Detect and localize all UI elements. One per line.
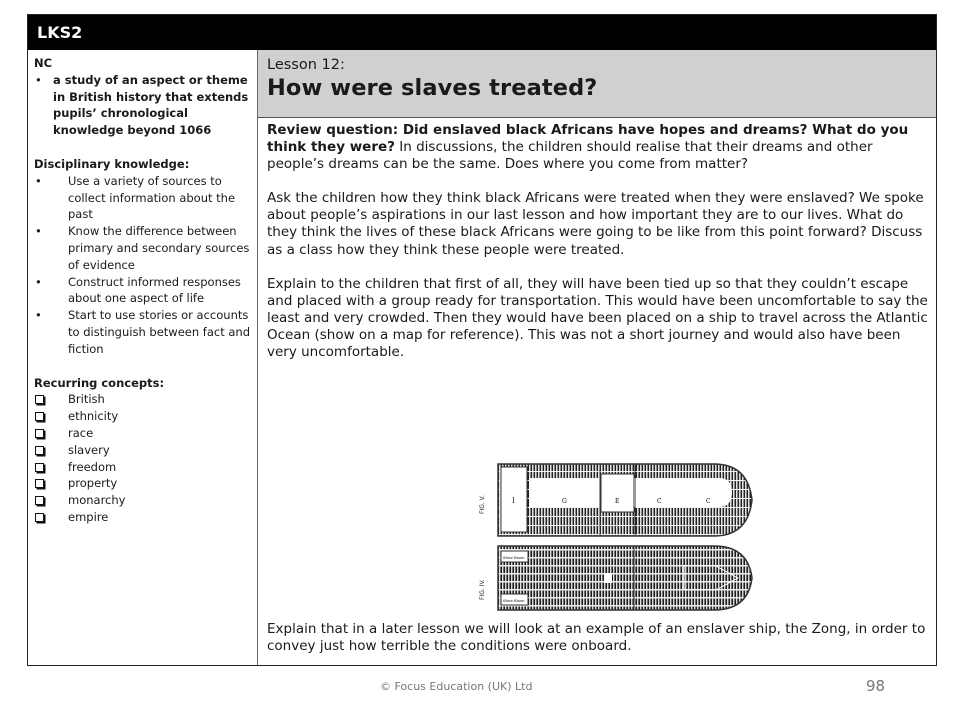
store-room-label: Store Room xyxy=(503,599,525,603)
page-number: 98 xyxy=(866,677,886,695)
page-footer xyxy=(0,677,960,696)
concept-item xyxy=(34,391,251,408)
disciplinary-item: • Start to use stories or accounts to distinguish between fact and fiction xyxy=(34,307,251,357)
concept-label: empire xyxy=(68,509,109,524)
concept-label: British xyxy=(68,392,105,407)
lesson-body xyxy=(258,118,936,361)
label-e: E xyxy=(615,498,620,505)
nc-list xyxy=(34,72,251,139)
label-c2: C xyxy=(706,498,711,505)
paragraph-zong: Explain that in a later lesson we will look at an example of an enslaver ship, the Zong, in order to convey just how terrible the conditions were onboard. xyxy=(267,621,926,655)
concepts-heading: Recurring concepts: xyxy=(34,375,165,390)
paragraph-transport: Explain to the children that first of all, they will have been tied up so that they couldn’t escape and placed with a group ready for transportation. This would have been uncomfortable to say the least and very crowded. Then they would have been placed on a ship to travel across the Atlantic Ocean (show on a map for reference). This was not a short journey and would also have been very uncomfortable. xyxy=(267,275,928,361)
disciplinary-item: • Construct informed responses about one aspect of life xyxy=(34,274,251,308)
concept-item xyxy=(34,492,251,509)
lesson-header xyxy=(258,50,936,118)
review-question: Review question: Did enslaved black Africans have hopes and dreams? What do you think they were? xyxy=(267,122,909,156)
paragraph-treatment: Ask the children how they think black Africans were treated when they were enslaved? We spoke about people’s aspirations in our last lesson and how important they are to our lives. What do they think the lives of these black Africans were going to be like from this point forward? Discuss as a class how they think these people were treated. xyxy=(267,190,924,258)
checkbox-icon xyxy=(35,479,44,488)
ship-top-deck xyxy=(498,464,752,536)
disciplinary-item: • Use a variety of sources to collect information about the past xyxy=(34,173,251,223)
concept-label: slavery xyxy=(68,442,110,457)
checkbox-icon xyxy=(35,446,44,455)
lesson-column xyxy=(258,50,936,665)
concept-label: freedom xyxy=(68,459,117,474)
concept-label: monarchy xyxy=(68,493,126,508)
concept-item xyxy=(34,459,251,476)
label-g: G xyxy=(562,498,567,505)
label-i: I xyxy=(512,497,515,505)
slave-ship-image xyxy=(476,454,754,614)
nc-heading: NC xyxy=(34,56,53,70)
curriculum-column xyxy=(28,50,258,665)
review-text: In discussions, the children should realise that their dreams and other people’s dreams can be the same. Does where you come from matter? xyxy=(267,139,873,173)
concept-item xyxy=(34,408,251,425)
concept-item xyxy=(34,509,251,526)
store-room-label: Store Room xyxy=(503,556,525,560)
ship-bottom-deck xyxy=(498,546,752,610)
label-c1: C xyxy=(657,498,662,505)
checkbox-icon xyxy=(35,496,44,505)
checkbox-icon xyxy=(35,412,44,421)
concept-item xyxy=(34,442,251,459)
lesson-title: How were slaves treated? xyxy=(267,75,598,101)
nc-item: • a study of an aspect or theme in British history that extends pupils’ chronological knowledge beyond 1066 xyxy=(34,72,251,139)
concept-label: property xyxy=(68,476,118,491)
concept-label: race xyxy=(68,425,94,440)
lesson-number: Lesson 12: xyxy=(267,57,345,73)
review-paragraph xyxy=(267,122,928,173)
checkbox-icon xyxy=(35,463,44,472)
disciplinary-item: • Know the difference between primary and secondary sources of evidence xyxy=(34,223,251,273)
lesson-plan-table xyxy=(27,14,937,666)
concept-item xyxy=(34,475,251,492)
key-stage-header: LKS2 xyxy=(28,15,936,50)
concept-label: ethnicity xyxy=(68,409,119,424)
checkbox-icon xyxy=(35,395,44,404)
disciplinary-list xyxy=(34,173,251,358)
concepts-list xyxy=(34,391,251,525)
disciplinary-heading: Disciplinary knowledge: xyxy=(34,156,190,171)
copyright-text: © Focus Education (UK) Ltd xyxy=(380,680,533,693)
checkbox-icon xyxy=(35,429,44,438)
fig-label-top: FIG. V. xyxy=(479,495,486,514)
slave-ship-diagram xyxy=(476,454,754,614)
checkbox-icon xyxy=(35,513,44,522)
fig-label-bottom: FIG. IV. xyxy=(479,579,486,600)
concept-item xyxy=(34,425,251,442)
